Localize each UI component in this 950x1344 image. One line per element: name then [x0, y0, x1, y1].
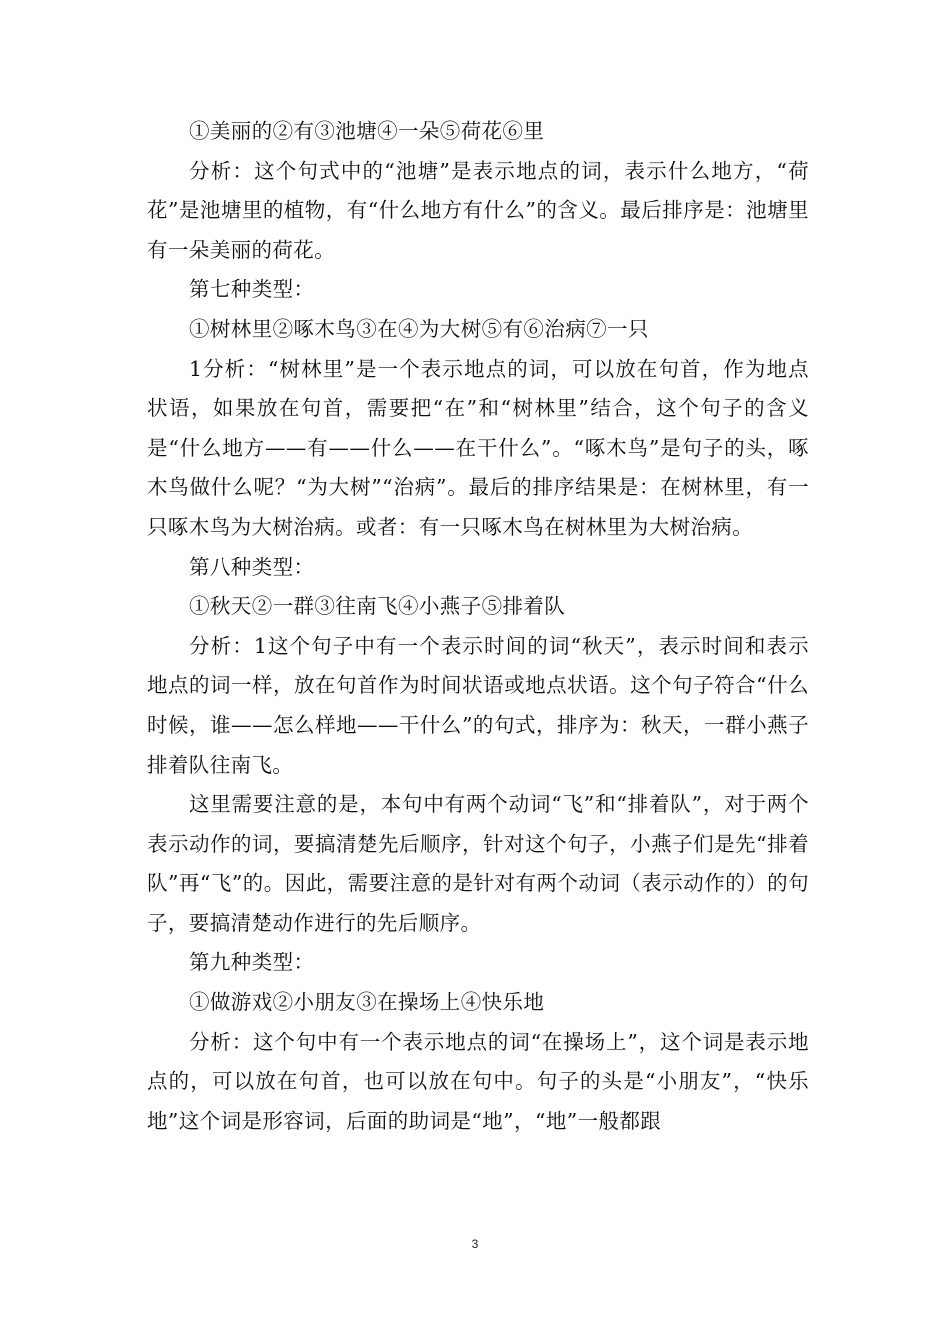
analysis-paragraph: 分析：1这个句子中有一个表示时间的词“秋天”，表示时间和表示地点的词一样，放在句首作为时间状语或地点状语。这个句子符合“什么时候，谁——怎么样地——干什么”的句式，排序为：秋天，一群小燕子排着队往南飞。	[147, 633, 809, 777]
analysis-paragraph: 1分析：“树林里”是一个表示地点的词，可以放在句首，作为地点状语，如果放在句首，需要把“在”和“树林里”结合，这个句子的含义是“什么地方——有——什么——在干什么”。“啄木鸟”是句子的头，啄木鸟做什么呢？“为大树”“治病”。最后的排序结果是：在树林里，有一只啄木鸟为大树治病。或者：有一只啄木鸟在树林里为大树治病。	[147, 356, 809, 539]
page-number: 3	[471, 1237, 479, 1251]
document-body	[147, 112, 809, 1141]
section-heading-type-9: 第九种类型：	[189, 950, 315, 975]
example-sentence-words: ①美丽的②有③池塘④一朵⑤荷花⑥里	[189, 119, 545, 143]
analysis-paragraph: 分析：这个句式中的“池塘”是表示地点的词，表示什么地方，“荷花”是池塘里的植物，有“什么地方有什么”的含义。最后排序是：池塘里有一朵美丽的荷花。	[147, 158, 809, 262]
example-sentence-words: ①树林里②啄木鸟③在④为大树⑤有⑥治病⑦一只	[189, 316, 649, 341]
note-paragraph: 这里需要注意的是，本句中有两个动词“飞”和“排着队”，对于两个表示动作的词，要搞清楚先后顺序，针对这个句子，小燕子们是先“排着队”再“飞”的。因此，需要注意的是针对有两个动词（表示动作的）的句子，要搞清楚动作进行的先后顺序。	[147, 792, 809, 935]
example-sentence-words: ①做游戏②小朋友③在操场上④快乐地	[189, 990, 545, 1015]
analysis-paragraph: 分析：这个句中有一个表示地点的词“在操场上”，这个词是表示地点的，可以放在句首，也可以放在句中。句子的头是“小朋友”，“快乐地”这个词是形容词，后面的助词是“地”，“地”一般都跟	[147, 1029, 809, 1133]
section-heading-type-8: 第八种类型：	[189, 554, 315, 579]
example-sentence-words: ①秋天②一群③往南飞④小燕子⑤排着队	[189, 594, 566, 619]
section-heading-type-7: 第七种类型：	[189, 277, 315, 302]
